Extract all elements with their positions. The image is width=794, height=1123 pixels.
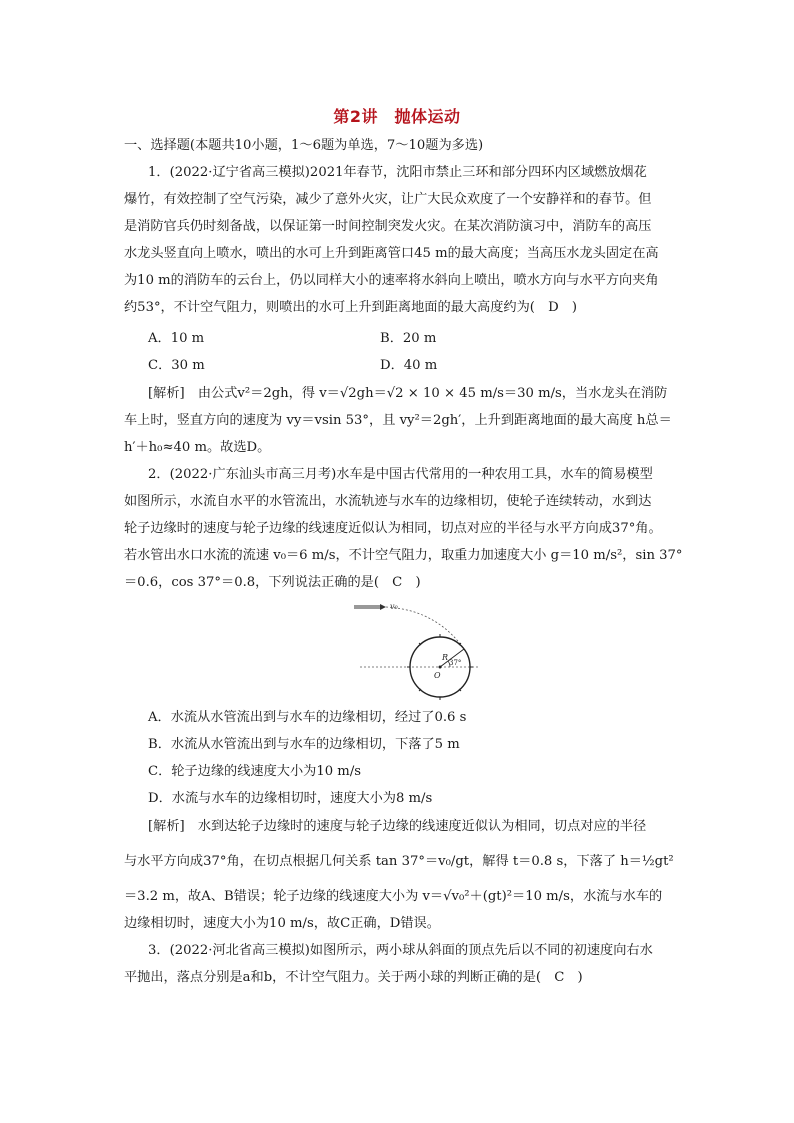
q1-option-d: D．40 m	[380, 358, 438, 373]
center-label: O	[434, 671, 441, 680]
v0-label: v₀	[390, 602, 398, 611]
q1-analysis-3: h′＋h₀≈40 m。故选D。	[124, 440, 271, 455]
q1-line-6: 约53°，不计空气阻力，则喷出的水可上升到距离地面的最大高度约为( D )	[124, 300, 578, 315]
q2-analysis-2: 与水平方向成37°角，在切点根据几何关系 tan 37°＝v₀/gt，解得 t＝0.8 s，下落了 h＝½gt²	[124, 854, 674, 869]
q1-analysis-2: 车上时，竖直方向的速度为 vy＝vsin 53°，且 vy²＝2gh′，上升到距离地面的最大高度 h总＝	[124, 413, 672, 428]
angle-label: 37°	[449, 659, 462, 667]
q1-line-5: 为10 m的消防车的云台上，仍以同样大小的速率将水斜向上喷出，喷水方向与水平方向夹角	[124, 273, 659, 288]
q3-line-1: 3．(2022·河北省高三模拟)如图所示，两小球从斜面的顶点先后以不同的初速度向右水	[148, 943, 653, 958]
q1-option-a: A．10 m	[148, 331, 205, 346]
q2-line-1: 2．(2022·广东汕头市高三月考)水车是中国古代常用的一种农用工具，水车的简易模型	[148, 467, 653, 482]
q1-option-c: C．30 m	[148, 358, 205, 373]
q2-line-3: 轮子边缘时的速度与轮子边缘的线速度近似认为相同，切点对应的半径与水平方向成37°角。	[124, 521, 662, 536]
q1-line-1: 1．(2022·辽宁省高三模拟)2021年春节，沈阳市禁止三环和部分四环内区域燃放烟花	[148, 165, 647, 180]
q2-option-a: A．水流从水管流出到与水车的边缘相切，经过了0.6 s	[148, 710, 467, 725]
radius-label: R	[442, 653, 449, 662]
q2-analysis-4: 边缘相切时，速度大小为10 m/s，故C正确，D错误。	[124, 916, 440, 931]
page-title: 第2讲 抛体运动	[333, 107, 461, 126]
q2-line-5: ＝0.6，cos 37°＝0.8，下列说法正确的是( C )	[124, 575, 421, 590]
q1-line-3: 是消防官兵仍时刻备战，以保证第一时间控制突发火灾。在某次消防演习中，消防车的高压	[124, 219, 652, 234]
q2-line-4: 若水管出水口水流的流速 v₀＝6 m/s，不计空气阻力，取重力加速度大小 g＝10 m/s²，sin 37°	[124, 548, 683, 563]
water-wheel-figure	[350, 600, 500, 710]
q1-line-2: 爆竹，有效控制了空气污染，减少了意外火灾，让广大民众欢度了一个安静祥和的春节。但	[124, 192, 652, 207]
q2-analysis-1: [解析] 水到达轮子边缘时的速度与轮子边缘的线速度近似认为相同，切点对应的半径	[148, 819, 647, 834]
q2-option-b: B．水流从水管流出到与水车的边缘相切，下落了5 m	[148, 737, 460, 752]
q2-line-2: 如图所示，水流自水平的水管流出，水流轨迹与水车的边缘相切，使轮子连续转动，水到达	[124, 494, 652, 509]
q1-option-b: B．20 m	[380, 331, 437, 346]
q1-analysis-1: [解析] 由公式v²＝2gh，得 v＝√2gh＝√2 × 10 × 45 m/s＝30 m/s，当水龙头在消防	[148, 386, 668, 401]
q3-line-2: 平抛出，落点分别是a和b，不计空气阻力。关于两小球的判断正确的是( C )	[124, 970, 583, 985]
section-heading: 一、选择题(本题共10小题，1～6题为单选，7～10题为多选)	[124, 138, 484, 153]
q2-analysis-3: ＝3.2 m，故A、B错误；轮子边缘的线速度大小为 v＝√v₀²＋(gt)²＝10 m/s，水流与水车的	[124, 889, 663, 904]
q1-line-4: 水龙头竖直向上喷水，喷出的水可上升到距离管口45 m的最大高度；当高压水龙头固定在高	[124, 246, 659, 261]
q2-option-c: C．轮子边缘的线速度大小为10 m/s	[148, 764, 362, 779]
q2-option-d: D．水流与水车的边缘相切时，速度大小为8 m/s	[148, 791, 433, 806]
